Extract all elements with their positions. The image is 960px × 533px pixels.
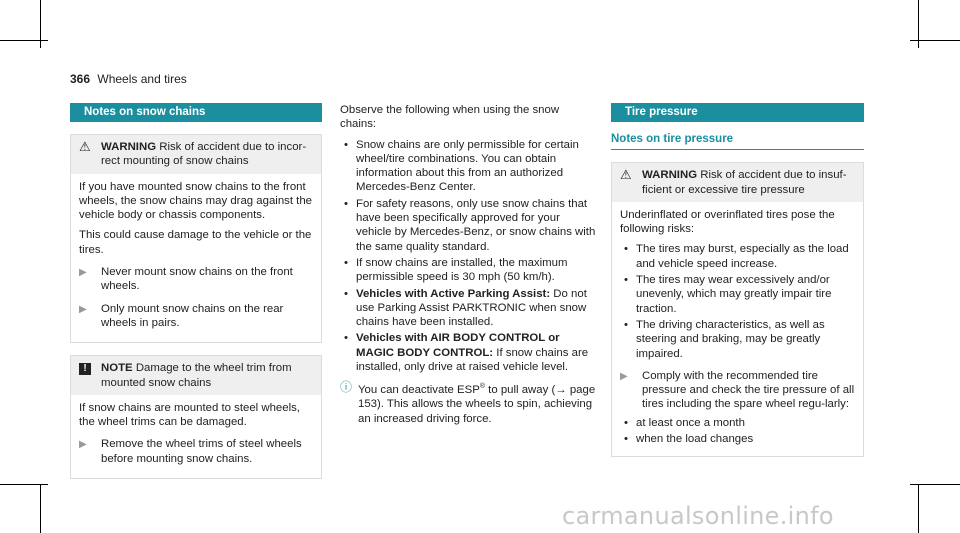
list-item: • If snow chains are installed, the maximum permissible speed is 30 mph (50 km/h).: [340, 256, 598, 285]
step-text: Comply with the recommended tire pressure and check the tire pressure of all tires including the spare wheel regu-larly:: [642, 369, 855, 411]
section-bar: Notes on snow chains: [70, 103, 322, 122]
risks-list: [620, 242, 855, 360]
column-tire-pressure: [611, 103, 864, 457]
warning-icon: ⚠: [79, 139, 91, 154]
warning-body: [612, 202, 863, 456]
crop-mark: [40, 484, 41, 533]
crop-mark: [0, 484, 48, 485]
warning-box: [70, 134, 322, 343]
step-text: Only mount snow chains on the rear wheels in pairs.: [101, 302, 284, 329]
subheading: Notes on tire pressure: [611, 132, 864, 150]
step-arrow-icon: ▶: [620, 370, 628, 382]
note-icon: !: [79, 361, 101, 390]
note-keyword: NOTE: [101, 362, 133, 375]
note-body: [71, 395, 321, 478]
step-text: Never mount snow chains on the front wheels.: [101, 266, 293, 293]
step-arrow-icon: ▶: [79, 439, 87, 451]
crop-mark: [918, 484, 919, 533]
crop-mark: [910, 484, 960, 485]
note-header: [71, 356, 321, 395]
list-item: • The driving characteristics, as well as steering and braking, may be greatly impaired.: [620, 318, 855, 361]
info-note: [340, 380, 598, 426]
step-arrow-icon: ▶: [79, 267, 87, 279]
check-frequency-list: [620, 416, 855, 447]
paragraph: If snow chains are mounted to steel wheels, the wheel trims can be damaged.: [79, 401, 300, 429]
paragraph: If you have mounted snow chains to the front wheels, the snow chains may drag against the vehicle body or chassis components.: [79, 180, 313, 222]
instruction-step: [79, 302, 313, 331]
warning-keyword: WARNING: [642, 169, 698, 182]
list-item: • For safety reasons, only use snow chains that have been specifically approved for your vehicle by Mercedes-Benz, or snow chains with the same quality standard.: [340, 197, 598, 254]
list-item: • Vehicles with Active Parking Assist: Do not use Parking Assist PARKTRONIC when snow chains have been installed.: [340, 287, 598, 330]
column-snow-chains: [70, 103, 322, 479]
paragraph: Underinflated or overinflated tires pose the following risks:: [620, 208, 835, 236]
list-item: • Snow chains are only permissible for certain wheel/tire combinations. You can obtain information about this from an authorized Mercedes-Benz Center.: [340, 138, 598, 195]
list-item: • The tires may wear excessively and/or unevenly, which may greatly impair tire traction.: [620, 273, 855, 316]
instruction-step: [79, 437, 313, 466]
warning-body: [71, 174, 321, 343]
instruction-step: [620, 369, 855, 412]
warning-header: [71, 135, 321, 174]
note-text: Damage to the wheel trim from mounted snow chains: [101, 362, 292, 389]
warning-text: Risk of accident due to insuf-ficient or excessive tire pressure: [642, 169, 847, 196]
intro-text: Observe the following when using the snow chains:: [340, 104, 560, 131]
warning-text: Risk of accident due to incor-rect mounting of snow chains: [101, 141, 307, 168]
page-number: 366: [70, 72, 91, 86]
list-item: • The tires may burst, especially as the load and vehicle speed increase.: [620, 242, 855, 271]
list-item: • Vehicles with AIR BODY CONTROL or MAGIC BODY CONTROL: If snow chains are installed, only drive at raised vehicle level.: [340, 331, 598, 374]
section-title: Wheels and tires: [97, 72, 187, 86]
note-box: [70, 355, 322, 479]
warning-icon: ⚠: [620, 167, 632, 183]
step-text: Remove the wheel trims of steel wheels before mounting snow chains.: [101, 438, 302, 465]
instruction-step: [79, 265, 313, 294]
watermark: carmanualsonline.info: [562, 502, 834, 530]
column-snow-chain-rules: [340, 103, 598, 426]
info-icon: ⓘ: [340, 380, 353, 395]
page-header: [70, 72, 187, 86]
info-text: You can deactivate ESP® to pull away (→ page 153). This allows the wheels to spin, achieving an increased driving force.: [358, 383, 596, 425]
section-bar: Tire pressure: [611, 103, 864, 122]
step-arrow-icon: ▶: [79, 303, 87, 315]
warning-box: [611, 162, 864, 457]
paragraph: This could cause damage to the vehicle or the tires.: [79, 229, 312, 256]
warning-header: [612, 163, 863, 202]
warning-keyword: WARNING: [101, 141, 157, 153]
list-item: • when the load changes: [620, 432, 855, 446]
rules-list: [340, 138, 598, 375]
list-item: • at least once a month: [620, 416, 855, 430]
crop-mark: [910, 40, 960, 41]
crop-mark: [0, 40, 48, 41]
page-reference-link[interactable]: → page 153: [358, 384, 596, 411]
